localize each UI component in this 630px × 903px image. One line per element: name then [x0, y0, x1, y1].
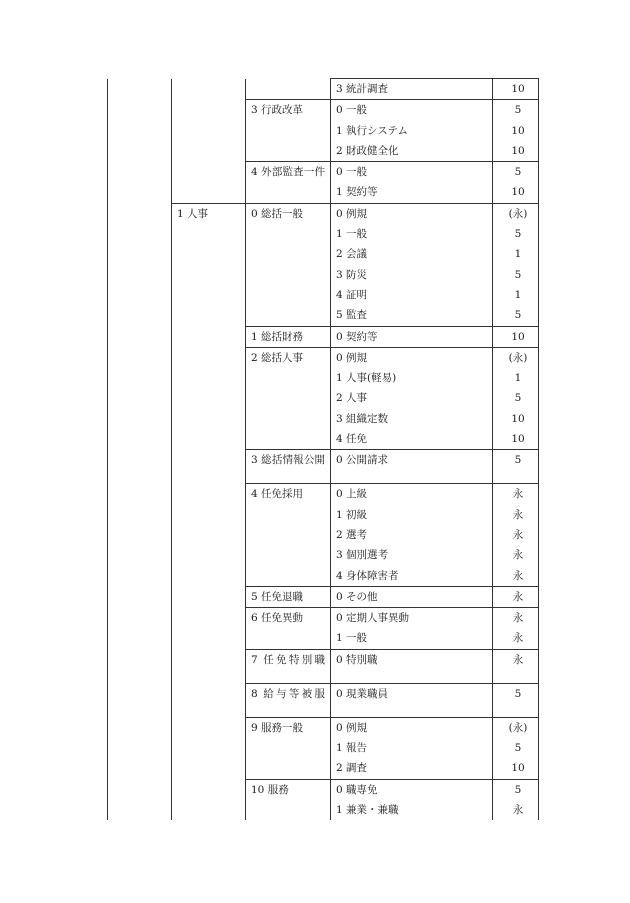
item-cell: 3 組織定数 — [331, 409, 493, 429]
item-cell: 0 公開請求 — [331, 450, 493, 484]
item-cell: 2 調査 — [331, 758, 493, 779]
table-row — [108, 100, 539, 121]
retention-period-cell: 永 — [493, 608, 539, 629]
item-cell: 2 財政健全化 — [331, 141, 493, 162]
item-cell: 0 契約等 — [331, 326, 493, 347]
retention-period-cell: 1 — [493, 368, 539, 388]
retention-period-cell: 永 — [493, 628, 539, 649]
item-cell: 0 特別職 — [331, 649, 493, 683]
category-l1-cell — [108, 79, 172, 100]
retention-period-cell: 5 — [493, 224, 539, 244]
category-l3-cell: 3 行政改革 — [246, 100, 331, 162]
item-cell: 1 一般 — [331, 224, 493, 244]
category-l3-cell: 0 総括一般 — [246, 203, 331, 326]
item-cell: 4 任免 — [331, 429, 493, 450]
retention-period-cell: 5 — [493, 779, 539, 800]
retention-period-cell: 永 — [493, 545, 539, 565]
retention-period-cell: (永) — [493, 347, 539, 368]
table-row — [108, 162, 539, 183]
item-cell: 1 人事(軽易) — [331, 368, 493, 388]
category-l3-cell: 5 任免退職 — [246, 586, 331, 607]
retention-period-cell: 5 — [493, 738, 539, 758]
retention-period-cell: 永 — [493, 566, 539, 587]
item-cell: 1 執行システム — [331, 121, 493, 141]
item-cell: 0 例規 — [331, 347, 493, 368]
category-l3-cell: 2 総括人事 — [246, 347, 331, 449]
category-l3-cell — [246, 79, 331, 100]
retention-period-cell: 永 — [493, 649, 539, 683]
retention-period-cell: 1 — [493, 244, 539, 264]
item-cell: 5 監査 — [331, 305, 493, 326]
retention-period-cell: 10 — [493, 121, 539, 141]
category-l3-cell: 6 任免異動 — [246, 608, 331, 650]
item-cell: 1 報告 — [331, 738, 493, 758]
item-cell: 0 定期人事異動 — [331, 608, 493, 629]
category-l3-cell: 4 外部監査一件 — [246, 162, 331, 204]
retention-period-cell: 5 — [493, 265, 539, 285]
category-l3-cell: 9 服務一般 — [246, 717, 331, 779]
table-row — [108, 203, 539, 224]
category-l3-cell: 3 総括情報公開 — [246, 450, 331, 484]
category-l3-cell: 1 総括財務 — [246, 326, 331, 347]
item-cell: 1 兼業・兼職 — [331, 800, 493, 820]
retention-period-cell: 10 — [493, 758, 539, 779]
table-row — [108, 79, 539, 100]
retention-period-cell: 永 — [493, 525, 539, 545]
retention-period-cell: 5 — [493, 305, 539, 326]
item-cell: 1 初級 — [331, 505, 493, 525]
item-cell: 0 職専免 — [331, 779, 493, 800]
category-l2-cell — [172, 79, 246, 100]
retention-period-cell: 5 — [493, 388, 539, 408]
category-l2-cell: 1 人事 — [172, 203, 246, 820]
item-cell: 2 選考 — [331, 525, 493, 545]
item-cell: 0 その他 — [331, 586, 493, 607]
retention-period-cell: 10 — [493, 141, 539, 162]
item-cell: 0 例規 — [331, 717, 493, 738]
item-cell: 0 上級 — [331, 484, 493, 505]
item-cell: 2 会議 — [331, 244, 493, 264]
retention-schedule-table — [107, 78, 539, 820]
item-cell: 4 身体障害者 — [331, 566, 493, 587]
retention-period-cell: 5 — [493, 683, 539, 717]
category-l3-cell: 10 服務 — [246, 779, 331, 820]
item-cell: 1 一般 — [331, 628, 493, 649]
retention-period-cell: 1 — [493, 285, 539, 305]
retention-period-cell: 10 — [493, 182, 539, 203]
retention-period-cell: 5 — [493, 100, 539, 121]
retention-period-cell: 10 — [493, 326, 539, 347]
item-cell: 0 一般 — [331, 162, 493, 183]
retention-period-cell: 10 — [493, 79, 539, 100]
retention-period-cell: 永 — [493, 484, 539, 505]
retention-period-cell: (永) — [493, 717, 539, 738]
category-l3-cell: 7 任免特別職 — [246, 649, 331, 683]
retention-period-cell: 永 — [493, 800, 539, 820]
item-cell: 4 証明 — [331, 285, 493, 305]
retention-period-cell: 5 — [493, 450, 539, 484]
retention-period-cell: 10 — [493, 409, 539, 429]
retention-period-cell: 10 — [493, 429, 539, 450]
item-cell: 3 統計調査 — [331, 79, 493, 100]
retention-period-cell: 永 — [493, 505, 539, 525]
item-cell: 0 例規 — [331, 203, 493, 224]
item-cell: 2 人事 — [331, 388, 493, 408]
item-cell: 3 防災 — [331, 265, 493, 285]
retention-period-cell: 5 — [493, 162, 539, 183]
item-cell: 0 現業職員 — [331, 683, 493, 717]
category-l3-cell: 4 任免採用 — [246, 484, 331, 586]
item-cell: 1 契約等 — [331, 182, 493, 203]
retention-period-cell: (永) — [493, 203, 539, 224]
item-cell: 3 個別選考 — [331, 545, 493, 565]
retention-period-cell: 永 — [493, 586, 539, 607]
item-cell: 0 一般 — [331, 100, 493, 121]
category-l3-cell: 8 給与等被服 — [246, 683, 331, 717]
